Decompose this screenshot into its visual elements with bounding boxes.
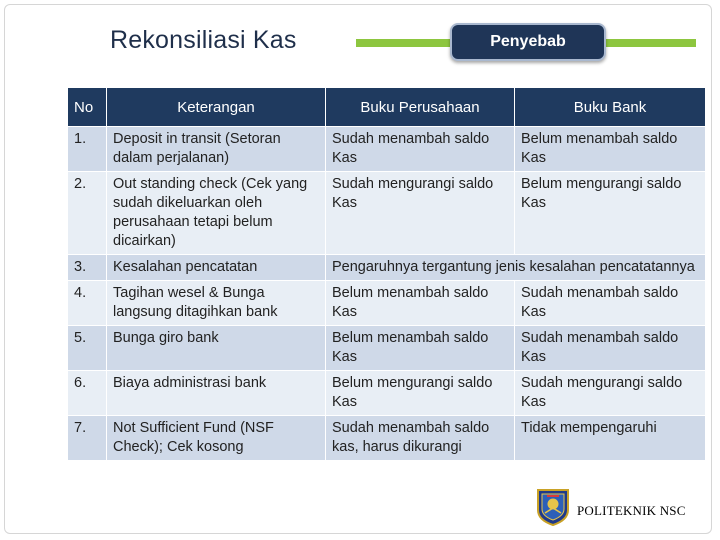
row-number: 7. [68,416,107,461]
table-row [68,281,706,326]
buku-perusahaan-cell: Sudah menambah saldo Kas [326,127,515,172]
row-number: 1. [68,127,107,172]
institution-name: POLITEKNIK NSC [577,503,686,518]
row-number: 3. [68,255,107,281]
column-header-keterangan: Keterangan [107,88,326,127]
keterangan-cell: Not Sufficient Fund (NSF Check); Cek kosong [107,416,326,461]
table-header-row [68,88,706,127]
keterangan-cell: Deposit in transit (Setoran dalam perjalanan) [107,127,326,172]
reconciliation-table [67,87,706,461]
buku-bank-cell: Belum mengurangi saldo Kas [515,172,706,255]
table-row [68,416,706,461]
slide-title: Rekonsiliasi Kas [110,26,297,54]
buku-perusahaan-cell: Belum mengurangi saldo Kas [326,371,515,416]
buku-bank-cell: Belum menambah saldo Kas [515,127,706,172]
merged-effect-cell: Pengaruhnya tergantung jenis kesalahan pencatatannya [326,255,706,281]
row-number: 6. [68,371,107,416]
buku-bank-cell: Tidak mempengaruhi [515,416,706,461]
table-row [68,255,706,281]
buku-bank-cell: Sudah mengurangi saldo Kas [515,371,706,416]
buku-bank-cell: Sudah menambah saldo Kas [515,326,706,371]
keterangan-cell: Kesalahan pencatatan [107,255,326,281]
row-number: 4. [68,281,107,326]
table-row [68,371,706,416]
table-row [68,326,706,371]
keterangan-cell: Bunga giro bank [107,326,326,371]
keterangan-cell: Out standing check (Cek yang sudah dikeluarkan oleh perusahaan tetapi belum dicairkan) [107,172,326,255]
politeknik-crest-icon [536,488,570,526]
table-row [68,172,706,255]
accent-bar-right [603,39,696,47]
buku-perusahaan-cell: Sudah menambah saldo kas, harus dikurangi [326,416,515,461]
buku-perusahaan-cell: Belum menambah saldo Kas [326,281,515,326]
row-number: 2. [68,172,107,255]
row-number: 5. [68,326,107,371]
penyebab-badge: Penyebab [450,23,606,61]
keterangan-cell: Tagihan wesel & Bunga langsung ditagihkan bank [107,281,326,326]
table-row [68,127,706,172]
column-header-no: No [68,88,107,127]
column-header-buku-perusahaan: Buku Perusahaan [326,88,515,127]
buku-perusahaan-cell: Belum menambah saldo Kas [326,326,515,371]
accent-bar-left [356,39,456,47]
buku-bank-cell: Sudah menambah saldo Kas [515,281,706,326]
buku-perusahaan-cell: Sudah mengurangi saldo Kas [326,172,515,255]
keterangan-cell: Biaya administrasi bank [107,371,326,416]
column-header-buku-bank: Buku Bank [515,88,706,127]
